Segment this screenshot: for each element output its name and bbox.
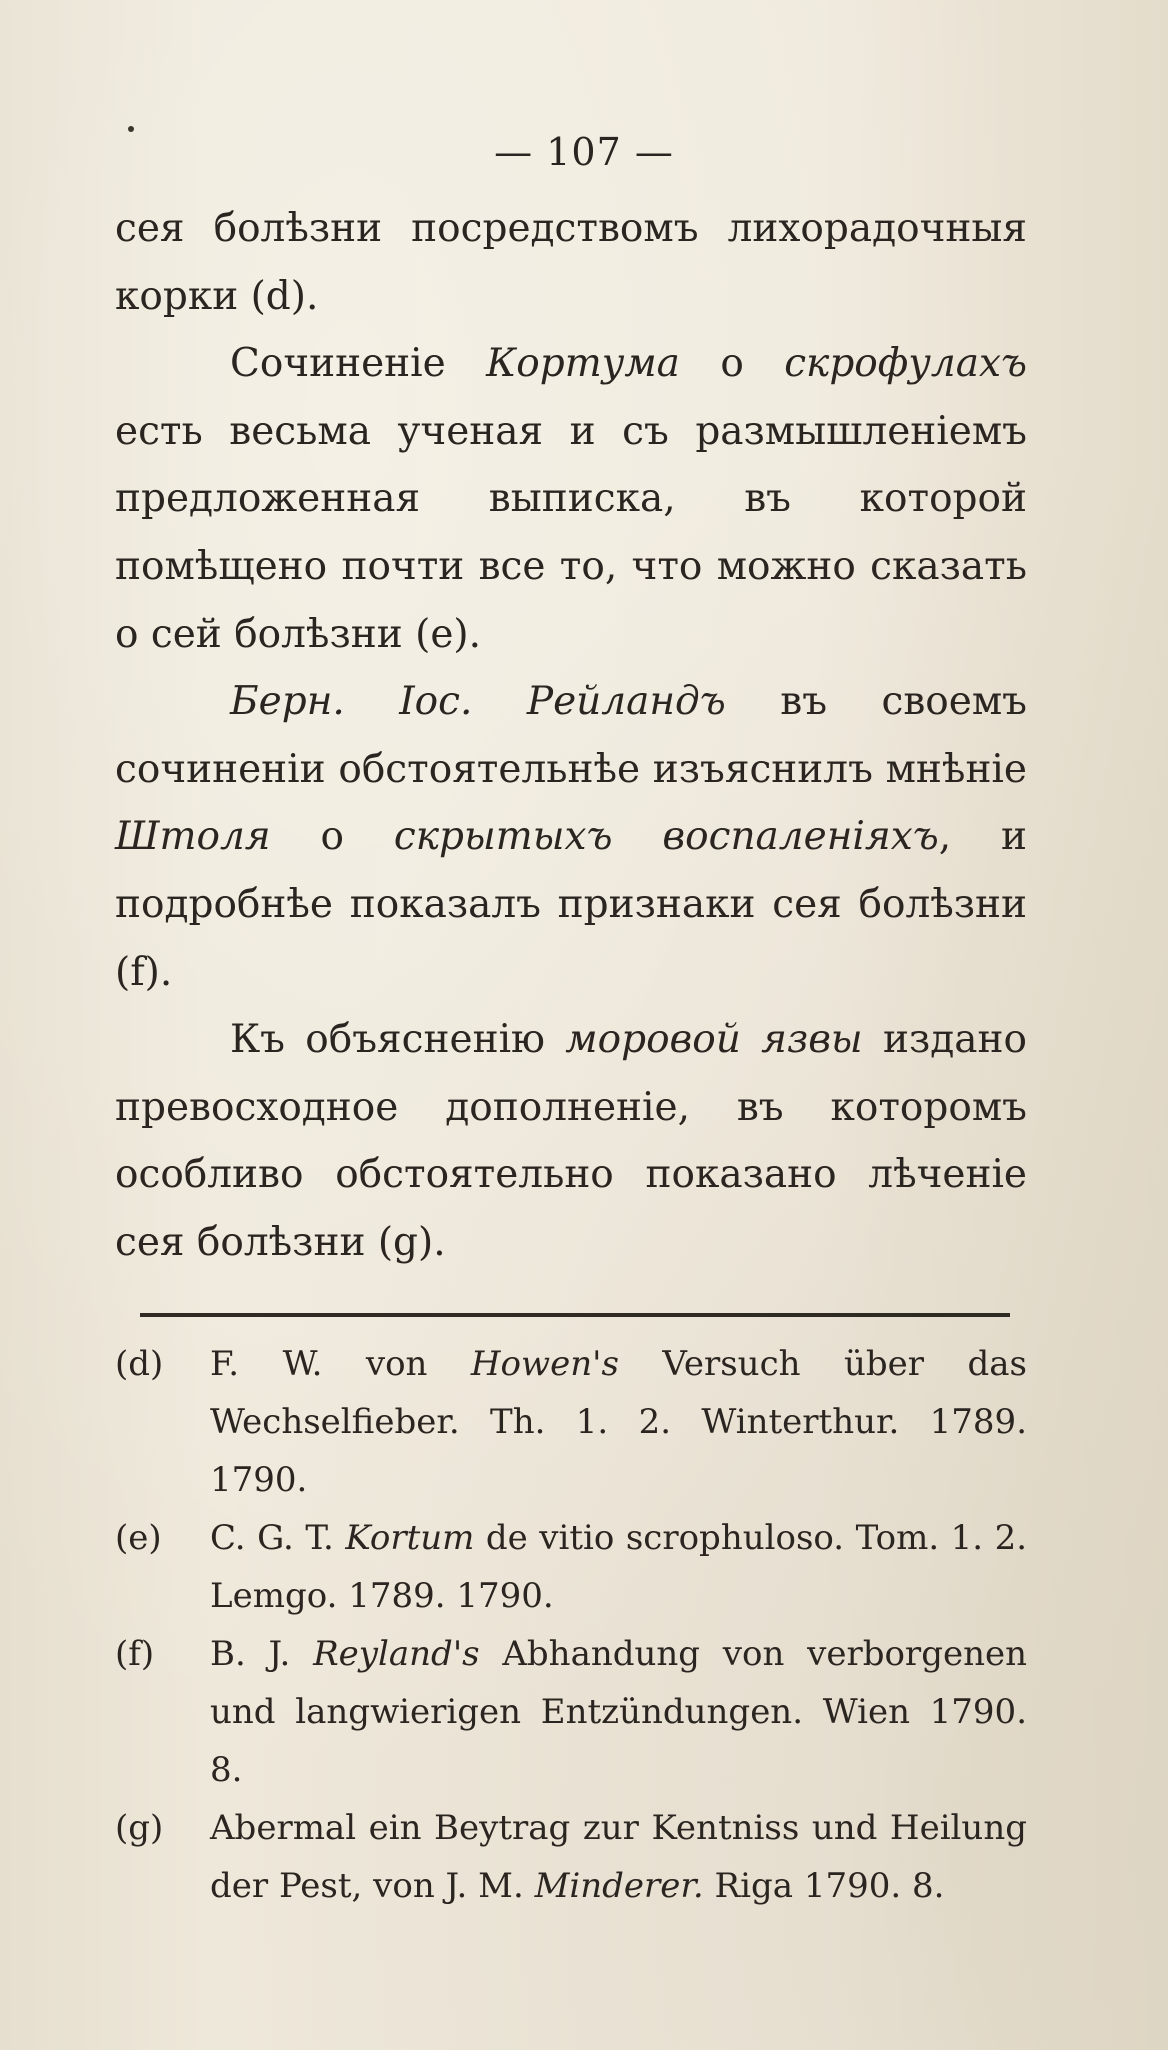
main-text (115, 195, 1027, 1277)
text-run: Versuch über das Wechselfieber. Th. 1. 2. Winterthur. 1789. 1790. (210, 1344, 1027, 1500)
footnote-g (115, 1799, 1027, 1915)
italic-run: Minderer. (534, 1866, 704, 1906)
text-run: C. G. T. (210, 1518, 346, 1558)
text-run: о (679, 341, 785, 387)
text-run: Riga 1790. 8. (703, 1866, 945, 1906)
italic-run: Reyland's (313, 1634, 480, 1674)
footnote-divider (140, 1313, 1010, 1317)
italic-run: Берн. Іос. Рейландъ (230, 679, 726, 725)
text-run: (d). (250, 273, 319, 319)
italic-run: Howen's (470, 1344, 619, 1384)
text-run: въ своемъ сочиненіи обстоятельнѣе изъяснилъ мнѣніе (115, 679, 1027, 792)
footnote-f (115, 1625, 1027, 1799)
footnote-text (210, 1509, 1027, 1625)
footnote-text (210, 1335, 1027, 1509)
text-run: сея болѣзни посредствомъ лихорадочныя корки (115, 206, 1027, 319)
paragraph-3 (115, 668, 1027, 1006)
footnote-mark: (g) (115, 1808, 164, 1848)
text-run: de vitio scrophuloso. Tom. 1. 2. Lemgo. 1789. 1790. (210, 1518, 1028, 1616)
text-run: B. J. (210, 1634, 314, 1674)
paragraph-4 (115, 1006, 1027, 1276)
footnote-text (210, 1625, 1027, 1799)
text-run: о (270, 814, 394, 860)
italic-run: Кортума (486, 341, 680, 387)
italic-run: Kortum (345, 1518, 475, 1558)
text-run: есть весьма ученая и съ размышленіемъ предложенная выписка, въ которой помѣщено почти все то, что можно сказать о сей болѣзни (е). (115, 408, 1027, 657)
paragraph-2 (115, 330, 1027, 668)
text-run: Abermal ein Beytrag zur Kentniss und Heilung der Pest, von J. M. (210, 1808, 1027, 1906)
text-run: Abhandung von verborgenen und langwierigen Entzündungen. Wien 1790. 8. (210, 1634, 1027, 1790)
footnote-text (210, 1799, 1027, 1915)
italic-run: моровой язвы (565, 1017, 863, 1063)
paragraph-1 (115, 195, 1027, 330)
footnote-mark: (e) (115, 1518, 162, 1558)
text-run: F. W. von (210, 1344, 471, 1384)
footnotes (115, 1335, 1027, 1915)
footnote-mark: (f) (115, 1634, 155, 1674)
italic-run: скрытыхъ воспаленіяхъ (393, 814, 939, 860)
footnote-d (115, 1335, 1027, 1509)
text-run: издано превосходное дополненіе, въ которомъ особливо обстоятельно показано лѣченіе сея болѣзни (g). (115, 1017, 1027, 1265)
page-number: — 107 — (494, 130, 674, 174)
italic-run: Штоля (115, 814, 271, 860)
footnote-mark: (d) (115, 1344, 164, 1384)
text-run: Сочиненіе (230, 341, 487, 387)
italic-run: скрофулахъ (784, 341, 1027, 387)
text-run: Къ объясненію (230, 1017, 566, 1063)
footnote-e (115, 1509, 1027, 1625)
text-run: , и подробнѣе показалъ признаки сея болѣзни (f). (115, 814, 1027, 995)
